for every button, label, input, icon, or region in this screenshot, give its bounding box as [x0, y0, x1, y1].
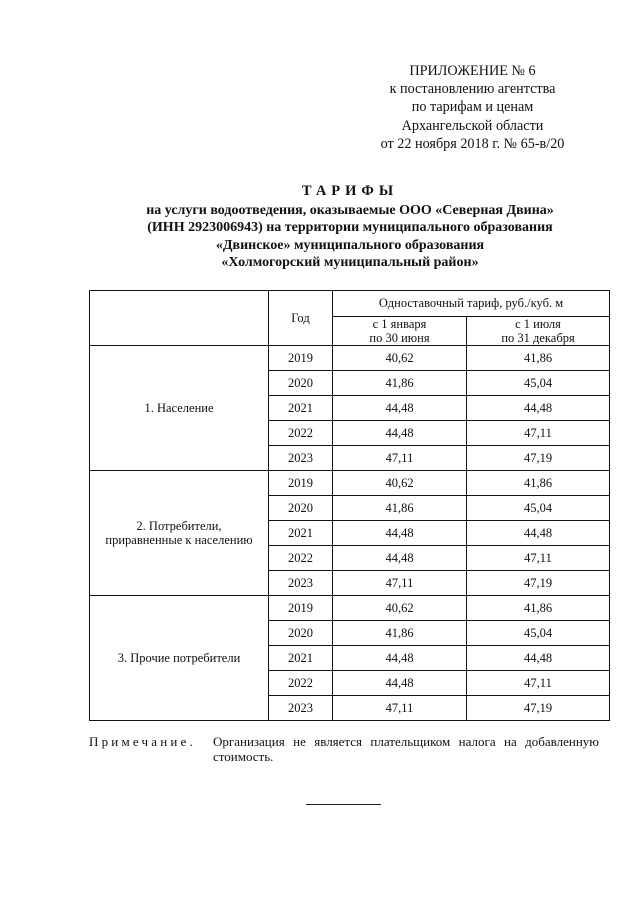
year-cell: 2022 — [269, 671, 333, 696]
tariff-first-half-cell: 47,11 — [333, 696, 467, 721]
year-cell: 2022 — [269, 546, 333, 571]
tariff-first-half-cell: 47,11 — [333, 571, 467, 596]
title-line: (ИНН 2923006943) на территории муниципального образования — [147, 220, 553, 235]
year-cell: 2019 — [269, 346, 333, 371]
tariff-body — [90, 346, 610, 721]
category-label: 3. Прочие потребители — [117, 650, 241, 665]
tariff-first-half-cell: 40,62 — [333, 346, 467, 371]
table-row — [90, 346, 610, 371]
tariff-second-half-cell: 47,11 — [467, 546, 610, 571]
category-label: приравненные к населению — [105, 533, 253, 547]
appendix-line: к постановлению агентства — [389, 81, 556, 98]
year-cell: 2020 — [269, 621, 333, 646]
year-cell: 2023 — [269, 446, 333, 471]
category-cell — [90, 596, 269, 721]
tariff-second-half-cell: 41,86 — [467, 596, 610, 621]
tariff-first-half-cell: 41,86 — [333, 371, 467, 396]
category-cell — [90, 471, 269, 596]
tariff-second-half-cell: 45,04 — [467, 371, 610, 396]
tariff-first-half-cell: 41,86 — [333, 621, 467, 646]
year-cell: 2020 — [269, 496, 333, 521]
tariff-first-half-cell: 40,62 — [333, 471, 467, 496]
tariff-first-half-cell: 41,86 — [333, 496, 467, 521]
tariff-first-half-cell: 44,48 — [333, 546, 467, 571]
tariff-second-half-cell: 45,04 — [467, 496, 610, 521]
category-cell — [90, 346, 269, 471]
tariff-second-half-cell: 44,48 — [467, 646, 610, 671]
table-row — [90, 471, 610, 496]
tariff-first-half-cell: 44,48 — [333, 521, 467, 546]
year-cell: 2023 — [269, 571, 333, 596]
year-cell: 2023 — [269, 696, 333, 721]
tariff-first-half-cell: 44,48 — [333, 421, 467, 446]
appendix-line: Архангельской области — [401, 117, 544, 134]
tariff-second-half-cell: 47,19 — [467, 446, 610, 471]
tariff-second-half-cell: 47,11 — [467, 671, 610, 696]
tariff-second-half-cell: 44,48 — [467, 396, 610, 421]
document-title — [70, 183, 630, 272]
category-header — [90, 291, 269, 346]
year-cell: 2021 — [269, 521, 333, 546]
tariff-second-half-cell: 47,19 — [467, 571, 610, 596]
period-header-second-half — [467, 317, 610, 346]
period-line: с 1 января — [372, 317, 427, 331]
tariff-second-half-cell: 47,11 — [467, 421, 610, 446]
tariff-first-half-cell: 44,48 — [333, 671, 467, 696]
title-line: «Холмогорский муниципальный район» — [221, 255, 479, 270]
note-text: Организация не является плательщиком налога на добавленную стоимость. — [213, 734, 599, 764]
appendix-line: ПРИЛОЖЕНИЕ № 6 — [409, 63, 536, 79]
appendix-line: по тарифам и ценам — [411, 99, 534, 116]
title-line: «Двинское» муниципального образования — [215, 237, 485, 253]
title-main: ТАРИФЫ — [301, 183, 399, 199]
title-line: на услуги водоотведения, оказываемые ООО «Северная Двина» — [146, 202, 554, 218]
year-cell: 2021 — [269, 396, 333, 421]
tariff-header: Одноставочный тариф, руб./куб. м — [333, 291, 610, 317]
year-cell: 2022 — [269, 421, 333, 446]
tariff-table — [89, 290, 610, 721]
closing-rule — [306, 804, 381, 805]
period-header-first-half — [333, 317, 467, 346]
year-cell: 2019 — [269, 596, 333, 621]
tariff-first-half-cell: 44,48 — [333, 646, 467, 671]
year-cell: 2020 — [269, 371, 333, 396]
tariff-second-half-cell: 47,19 — [467, 696, 610, 721]
tariff-first-half-cell: 40,62 — [333, 596, 467, 621]
tariff-second-half-cell: 41,86 — [467, 471, 610, 496]
tariff-second-half-cell: 45,04 — [467, 621, 610, 646]
appendix-line: от 22 ноября 2018 г. № 65-в/20 — [380, 135, 565, 152]
period-line: по 31 декабря — [501, 331, 575, 345]
tariff-second-half-cell: 44,48 — [467, 521, 610, 546]
year-cell: 2021 — [269, 646, 333, 671]
tariff-first-half-cell: 47,11 — [333, 446, 467, 471]
period-line: по 30 июня — [369, 331, 430, 345]
year-header: Год — [269, 291, 333, 346]
table-row — [90, 596, 610, 621]
year-cell: 2019 — [269, 471, 333, 496]
period-line: с 1 июля — [515, 317, 561, 331]
appendix-heading — [355, 62, 590, 153]
note-label: Примечание. — [89, 734, 196, 749]
category-label: 2. Потребители, — [136, 518, 222, 533]
tariff-second-half-cell: 41,86 — [467, 346, 610, 371]
tariff-first-half-cell: 44,48 — [333, 396, 467, 421]
category-label: 1. Население — [144, 400, 214, 415]
